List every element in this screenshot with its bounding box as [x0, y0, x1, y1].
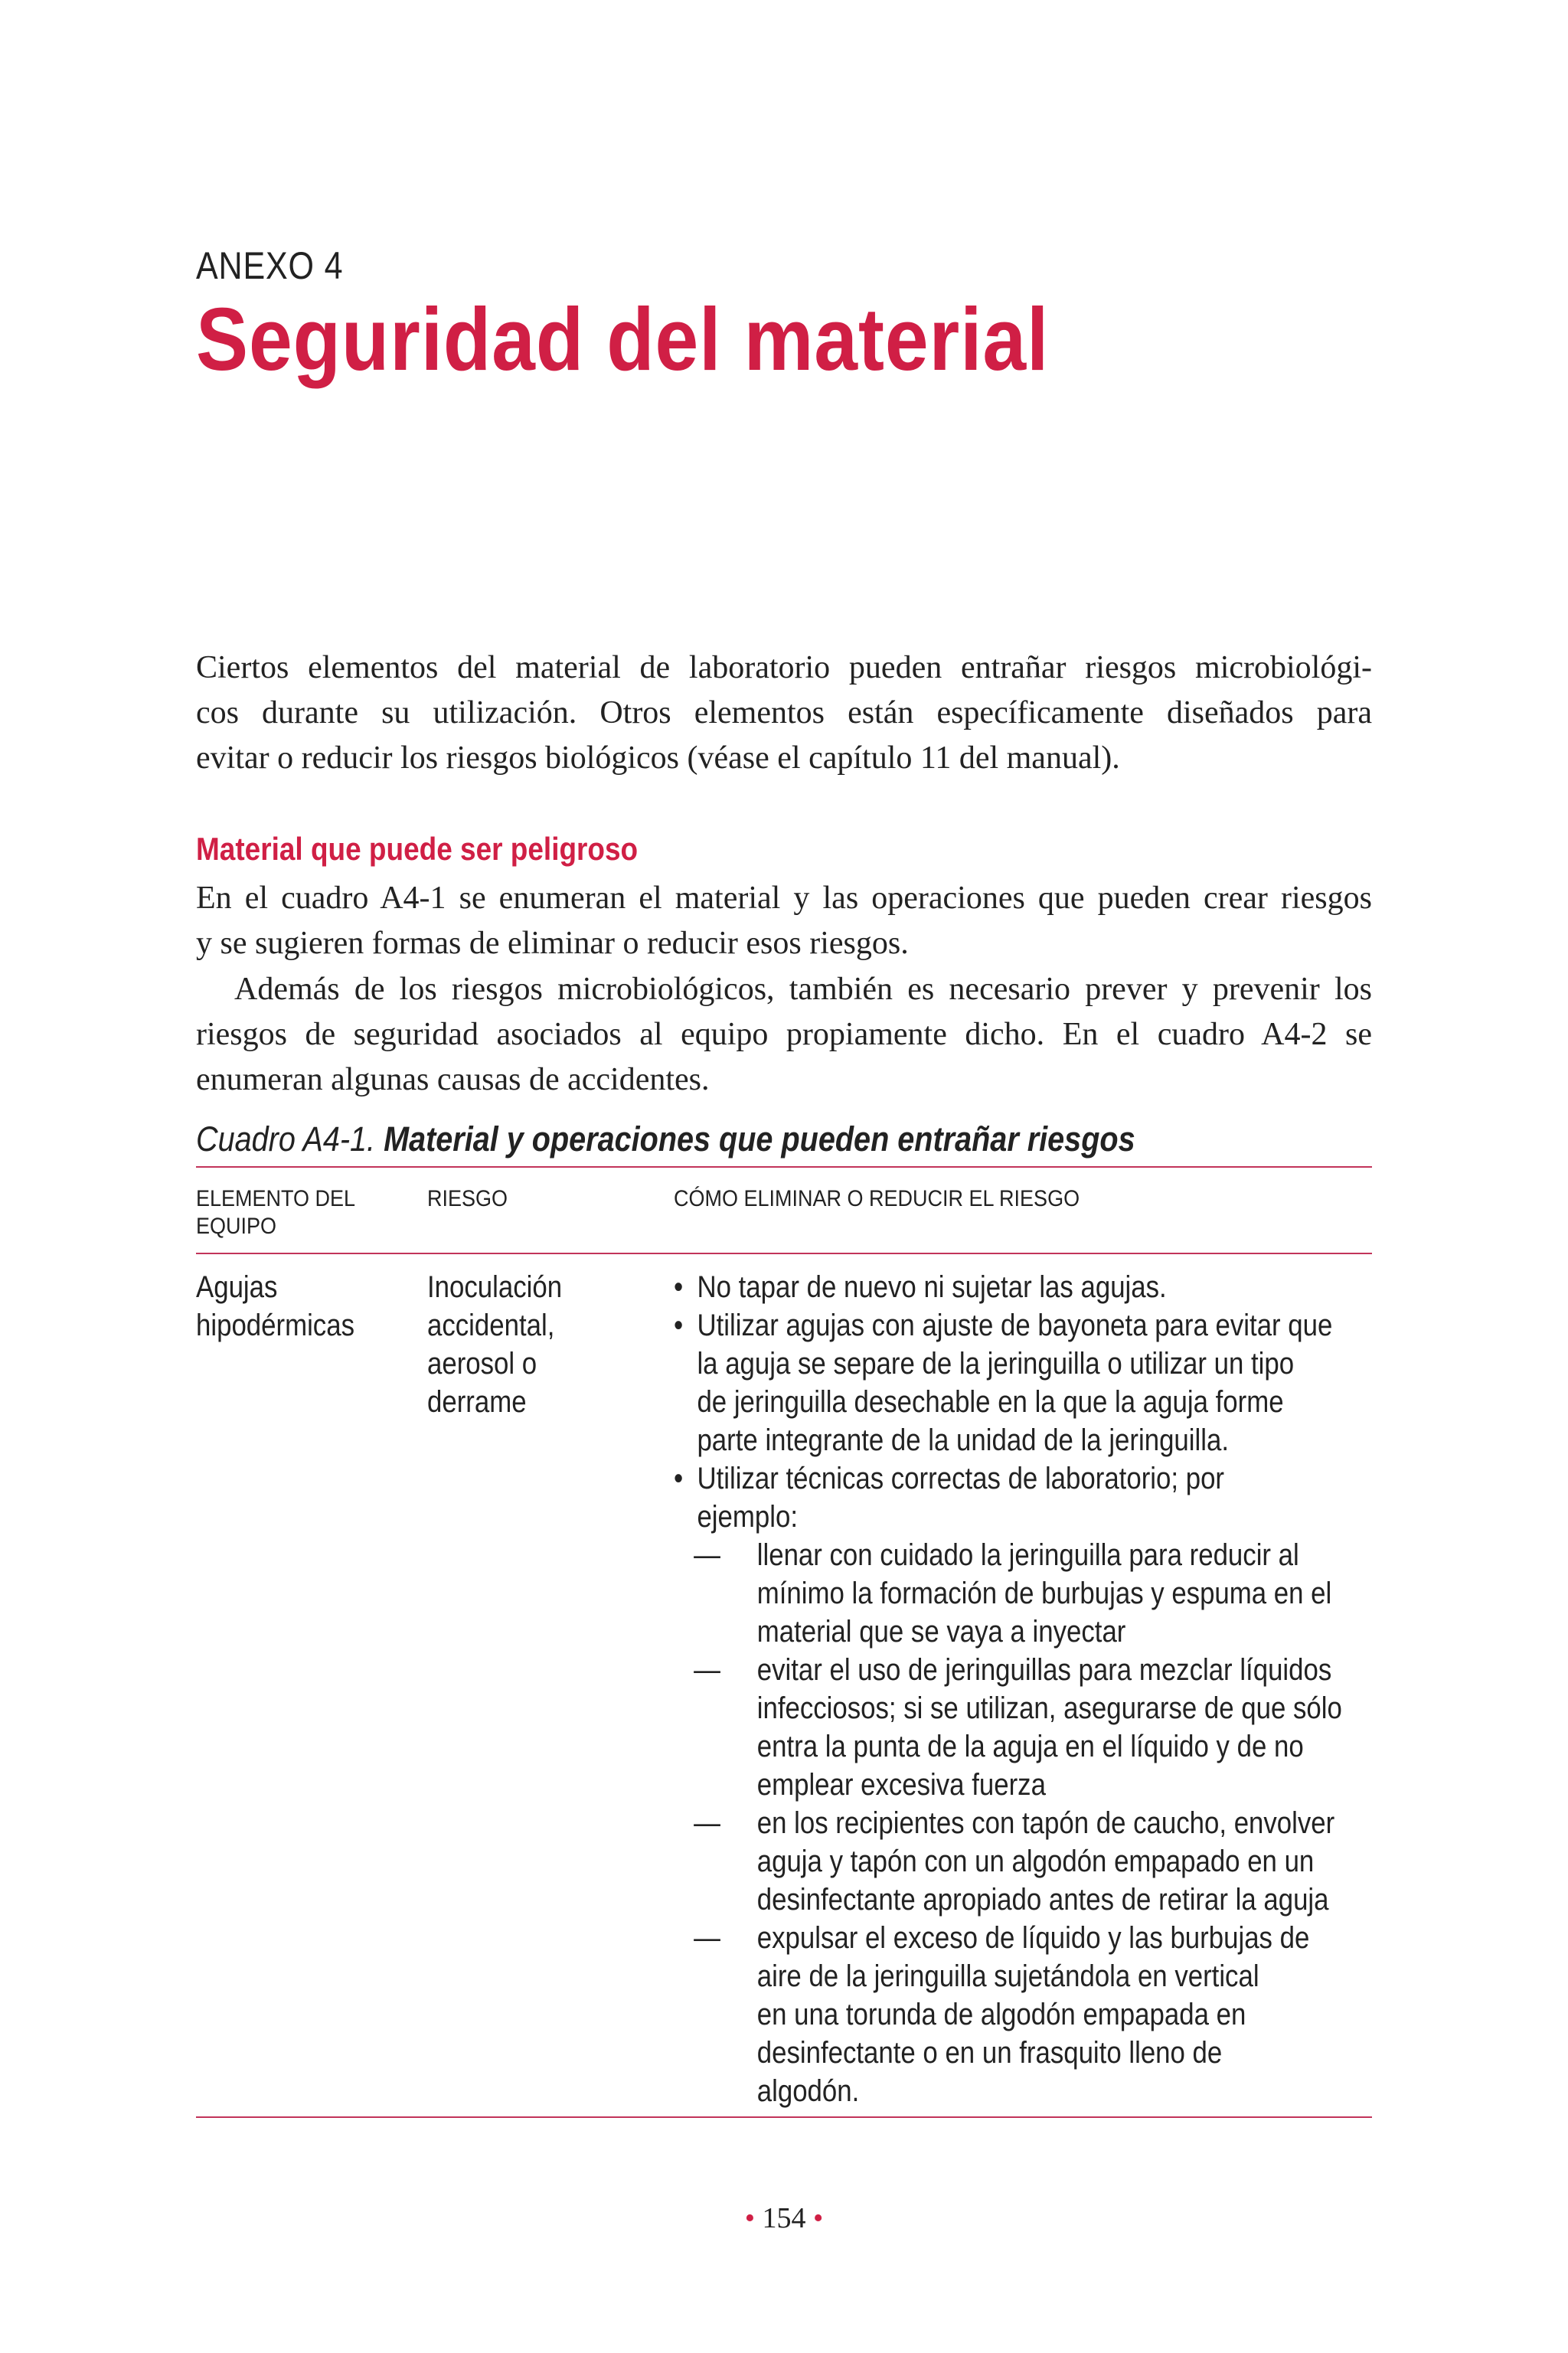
page-number-dot: • — [744, 2202, 755, 2234]
sub-measure-line: entra la punta de la aguja en el líquido y de no — [756, 1730, 1304, 1763]
sub-measure-line: infecciosos; si se utilizan, asegurarse de que sólo — [756, 1691, 1342, 1725]
paragraph-line: y se sugieren formas de eliminar o reducir esos riesgos. — [196, 926, 909, 961]
header-line: ELEMENTO DEL — [196, 1186, 356, 1211]
table-top-rule — [196, 1166, 1372, 1168]
bullet-icon: • — [674, 1309, 684, 1342]
measure-line: ejemplo: — [697, 1500, 798, 1534]
measure-item — [674, 1268, 1363, 1306]
table-header-rule — [196, 1253, 1372, 1254]
intro-paragraph — [196, 645, 1372, 781]
sub-measure-line: en los recipientes con tapón de caucho, envolver — [756, 1806, 1335, 1840]
section-paragraph — [196, 967, 1372, 1103]
cell-line: accidental, — [427, 1309, 555, 1342]
dash-icon: — — [694, 1538, 720, 1572]
table-header-element — [196, 1185, 355, 1240]
sub-measure-line: emplear excesiva fuerza — [756, 1768, 1046, 1802]
cell-line: Agujas — [196, 1270, 278, 1304]
table-caption — [196, 1119, 1135, 1159]
sub-measure-line: expulsar el exceso de líquido y las burbujas de — [756, 1921, 1310, 1955]
intro-line: Ciertos elementos del material de laboratorio pueden entrañar riesgos microbiológi- — [196, 650, 1372, 685]
table-header-risk: RIESGO — [427, 1186, 508, 1211]
cell-line: hipodérmicas — [196, 1309, 354, 1342]
paragraph-line: En el cuadro A4-1 se enumeran el material y las operaciones que pueden crear riesgos — [196, 881, 1372, 916]
measure-line: de jeringuilla desechable en la que la aguja forme — [697, 1385, 1284, 1419]
measure-line: No tapar de nuevo ni sujetar las agujas. — [697, 1270, 1167, 1304]
intro-line: evitar o reducir los riesgos biológicos (véase el capítulo 11 del manual). — [196, 740, 1120, 776]
sub-measure-line: aire de la jeringuilla sujetándola en vertical — [756, 1959, 1259, 1993]
sub-measure-line: algodón. — [756, 2074, 860, 2108]
table-caption-title: Material y operaciones que pueden entrañar riesgos — [384, 1119, 1135, 1159]
sub-measure-line: desinfectante o en un frasquito lleno de — [756, 2036, 1223, 2070]
cell-line: aerosol o — [427, 1347, 537, 1381]
table-caption-number: Cuadro A4-1. — [196, 1119, 376, 1159]
page-number-value: 154 — [762, 2202, 806, 2234]
sub-measure-line: evitar el uso de jeringuillas para mezclar líquidos — [756, 1653, 1332, 1687]
dash-icon: — — [694, 1806, 720, 1840]
sub-measure-item — [694, 1536, 1362, 1651]
paragraph-line: enumeran algunas causas de accidentes. — [196, 1062, 710, 1097]
table-header-mitigation: CÓMO ELIMINAR O REDUCIR EL RIESGO — [674, 1186, 1080, 1211]
section-heading: Material que puede ser peligroso — [196, 831, 639, 867]
measure-item — [674, 1306, 1363, 1459]
sub-measure-item — [694, 1804, 1362, 1919]
measure-line: parte integrante de la unidad de la jeringuilla. — [697, 1423, 1230, 1457]
measure-line: Utilizar técnicas correctas de laboratorio; por — [697, 1462, 1225, 1495]
paragraph-line: riesgos de seguridad asociados al equipo propiamente dicho. En el cuadro A4-2 se — [196, 1017, 1372, 1052]
cell-line: Inoculación — [427, 1270, 563, 1304]
table-cell-risk — [427, 1268, 562, 1421]
sub-measure-item — [694, 1919, 1362, 2110]
table-cell-mitigation — [674, 1268, 1363, 2110]
section-paragraph — [196, 876, 1372, 966]
header-line: EQUIPO — [196, 1214, 277, 1239]
sub-measure-line: llenar con cuidado la jeringuilla para reducir al — [756, 1538, 1299, 1572]
sub-measure-item — [694, 1651, 1362, 1804]
sub-measure-line: en una torunda de algodón empapada en — [756, 1998, 1246, 2031]
page-number-dot: • — [813, 2202, 824, 2234]
bullet-icon: • — [674, 1270, 684, 1304]
page-title: Seguridad del material — [196, 289, 1050, 389]
sub-measure-line: desinfectante apropiado antes de retirar la aguja — [756, 1883, 1329, 1917]
page-number — [0, 2201, 1568, 2235]
sub-measure-line: aguja y tapón con un algodón empapado en un — [756, 1845, 1315, 1878]
cell-line: derrame — [427, 1385, 527, 1419]
table-bottom-rule — [196, 2116, 1372, 2118]
table-cell-element — [196, 1268, 354, 1345]
sub-measure-line: mínimo la formación de burbujas y espuma en el — [756, 1577, 1332, 1610]
sub-measure-line: material que se vaya a inyectar — [756, 1615, 1126, 1649]
annex-label: ANEXO 4 — [196, 244, 344, 287]
dash-icon: — — [694, 1921, 720, 1955]
measure-line: la aguja se separe de la jeringuilla o utilizar un tipo — [697, 1347, 1295, 1381]
paragraph-line: Además de los riesgos microbiológicos, también es necesario prever y prevenir los — [234, 972, 1372, 1007]
measure-item — [674, 1459, 1363, 1536]
dash-icon: — — [694, 1653, 720, 1687]
bullet-icon: • — [674, 1462, 684, 1495]
intro-line: cos durante su utilización. Otros elementos están específicamente diseñados para — [196, 695, 1372, 730]
measure-line: Utilizar agujas con ajuste de bayoneta para evitar que — [697, 1309, 1333, 1342]
